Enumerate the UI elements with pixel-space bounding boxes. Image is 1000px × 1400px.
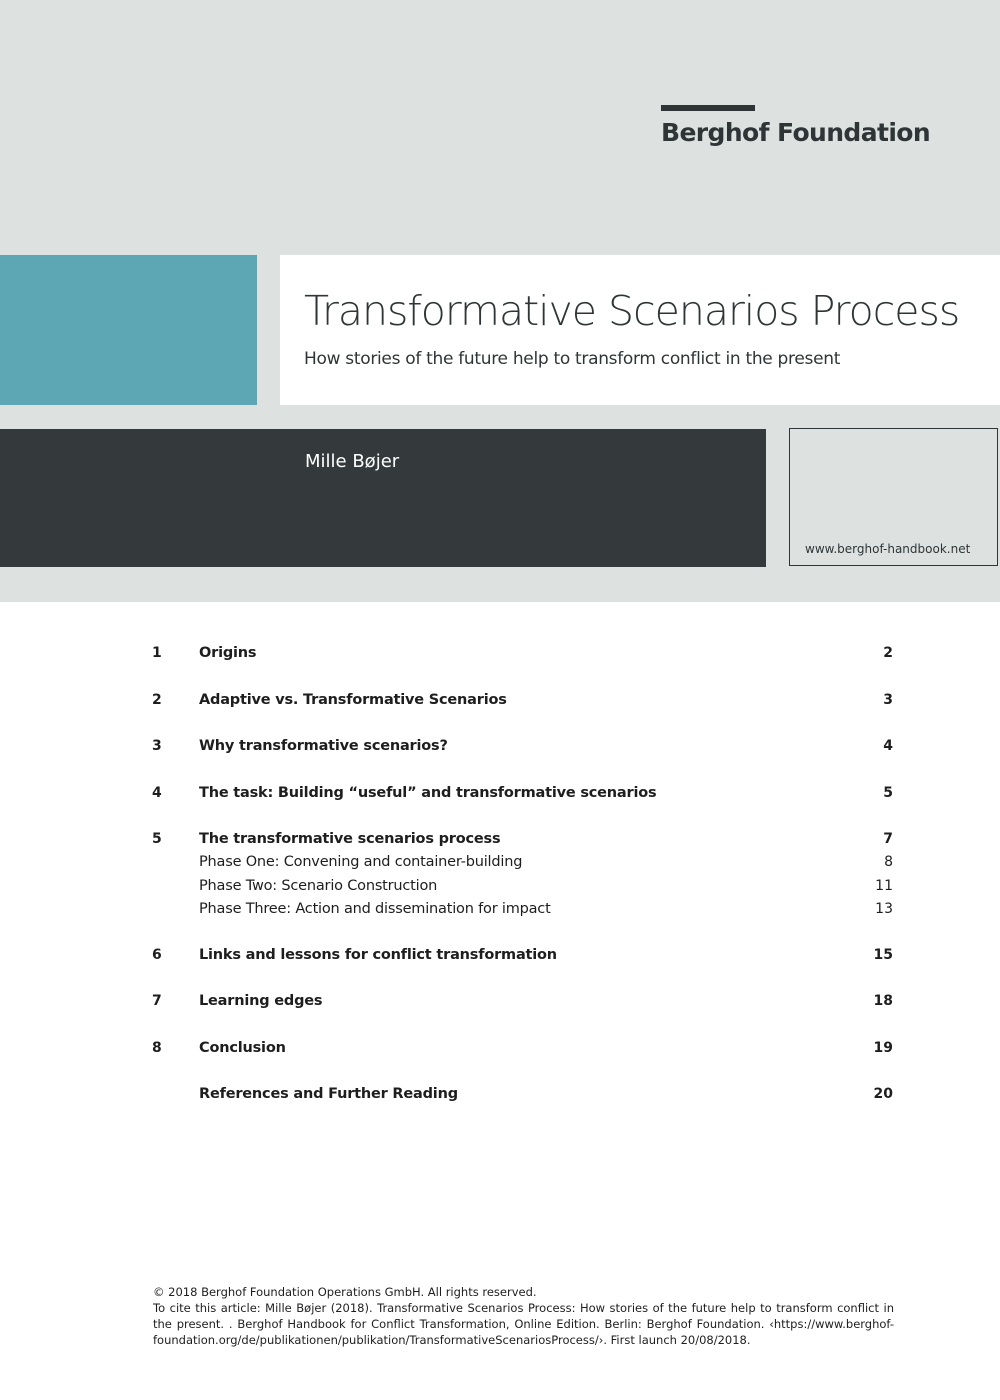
toc-entry-number: 8	[152, 1040, 162, 1056]
toc-entry[interactable]	[0, 1086, 1000, 1108]
website-link[interactable]: www.berghof-handbook.net	[805, 542, 971, 556]
toc-entry-title[interactable]: The task: Building “useful” and transformative scenarios	[199, 785, 657, 801]
title-box	[280, 255, 1000, 405]
toc-entry-page: 20	[873, 1086, 893, 1102]
cover-panel	[0, 0, 1000, 602]
toc-entry-page: 4	[883, 738, 893, 754]
toc-entry-number: 2	[152, 692, 162, 708]
author-name: Mille Bøjer	[305, 451, 400, 472]
teal-accent-block	[0, 255, 257, 405]
toc-entry-number: 3	[152, 738, 162, 754]
author-band	[0, 429, 766, 567]
toc-entry-title[interactable]: Conclusion	[199, 1040, 286, 1056]
toc-entry-page: 3	[883, 692, 893, 708]
toc-entry[interactable]	[0, 831, 1000, 853]
toc-entry-title[interactable]: Links and lessons for conflict transformation	[199, 947, 557, 963]
toc-entry-title[interactable]: The transformative scenarios process	[199, 831, 501, 847]
toc-entry-page: 15	[873, 947, 893, 963]
toc-entry-title[interactable]: Phase Three: Action and dissemination for impact	[199, 901, 551, 917]
toc-entry[interactable]	[0, 692, 1000, 714]
toc-entry-page: 8	[884, 854, 893, 870]
copyright-notice: © 2018 Berghof Foundation Operations GmbH. All rights reserved.	[153, 1285, 537, 1299]
toc-entry-page: 18	[873, 993, 893, 1009]
toc-entry-title[interactable]: Learning edges	[199, 993, 323, 1009]
toc-entry-page: 2	[883, 645, 893, 661]
toc-entry-title[interactable]: Adaptive vs. Transformative Scenarios	[199, 692, 507, 708]
toc-entry[interactable]	[0, 785, 1000, 807]
toc-entry-number: 1	[152, 645, 162, 661]
toc-entry[interactable]	[0, 947, 1000, 969]
logo-bar	[661, 105, 755, 111]
footer	[153, 1284, 894, 1348]
logo-text: Berghof Foundation	[661, 118, 931, 147]
document-subtitle: How stories of the future help to transform conflict in the present	[304, 349, 841, 369]
toc-entry-page: 13	[875, 901, 893, 917]
toc-entry[interactable]	[0, 993, 1000, 1015]
toc-entry[interactable]	[0, 1040, 1000, 1062]
toc-entry-number: 7	[152, 993, 162, 1009]
toc-entry-title[interactable]: References and Further Reading	[199, 1086, 458, 1102]
document-title: Transformative Scenarios Process	[304, 287, 960, 335]
toc-entry[interactable]	[0, 854, 1000, 876]
toc-entry[interactable]	[0, 645, 1000, 667]
toc-entry-number: 4	[152, 785, 162, 801]
toc-entry-page: 5	[883, 785, 893, 801]
toc-entry-title[interactable]: Origins	[199, 645, 257, 661]
website-box	[789, 428, 998, 566]
toc-entry[interactable]	[0, 901, 1000, 923]
toc-entry-page: 11	[875, 878, 893, 894]
toc-entry-number: 5	[152, 831, 162, 847]
toc-entry[interactable]	[0, 878, 1000, 900]
toc-entry-page: 7	[883, 831, 893, 847]
citation-text: To cite this article: Mille Bøjer (2018). Transformative Scenarios Process: How stories of the future help to transform conflict in the present. . Berghof Handbook for Conflict Transformation, Online Edition. Berlin: Berghof Foundation. ‹https://www.berghof-foundation.org/de/publikationen/publikation/TransformativeScenariosProcess/›. First launch 20/08/2018.	[153, 1301, 894, 1347]
toc-entry-title[interactable]: Phase Two: Scenario Construction	[199, 878, 438, 894]
toc-entry-title[interactable]: Why transformative scenarios?	[199, 738, 448, 754]
berghof-logo	[661, 105, 930, 147]
toc-entry-number: 6	[152, 947, 162, 963]
toc-entry-title[interactable]: Phase One: Convening and container-building	[199, 854, 523, 870]
toc-entry[interactable]	[0, 738, 1000, 760]
toc-entry-page: 19	[873, 1040, 893, 1056]
